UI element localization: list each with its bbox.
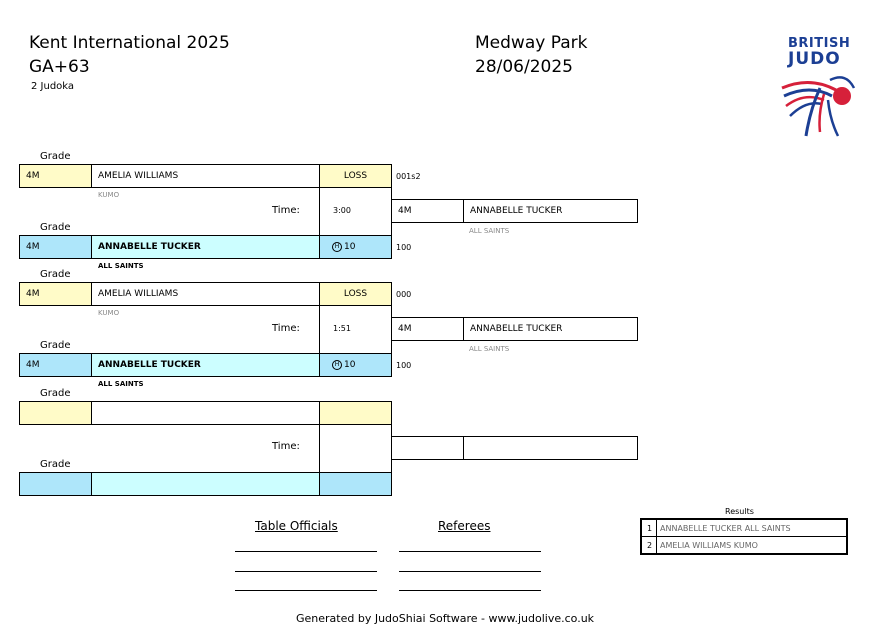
- category-title: GA+63: [29, 57, 90, 77]
- grade-label: Grade: [40, 340, 71, 351]
- footer-credit: Generated by JudoShiai Software - www.judolive.co.uk: [296, 612, 595, 625]
- white-score: 001s2: [396, 172, 421, 181]
- blue-result-cell: [319, 472, 392, 496]
- signature-line: [399, 571, 541, 572]
- results-heading: Results: [725, 507, 754, 516]
- blue-competitor-name: ANNABELLE TUCKER: [91, 353, 320, 377]
- white-score: 000: [396, 290, 412, 299]
- hansoku-mark-icon: H: [332, 242, 342, 252]
- grade-label: Grade: [40, 151, 71, 162]
- bracket-line: [319, 425, 320, 472]
- blue-result-value: 10: [344, 360, 356, 370]
- white-club: KUMO: [98, 191, 120, 199]
- results-row: [642, 537, 846, 553]
- logo-text-british: BRITISH: [788, 36, 851, 51]
- winner-name-cell: ANNABELLE TUCKER: [463, 317, 638, 341]
- blue-club: ALL SAINTS: [98, 262, 144, 270]
- grade-label: Grade: [40, 269, 71, 280]
- bracket-line: [319, 188, 320, 235]
- blue-grade-cell: 4M: [19, 353, 92, 377]
- date-title: 28/06/2025: [475, 57, 573, 77]
- results-entry: AMELIA WILLIAMS KUMO: [660, 541, 758, 550]
- white-grade-cell: 4M: [19, 164, 92, 188]
- blue-result-cell: [319, 235, 392, 259]
- results-divider: [656, 520, 657, 537]
- white-grade-cell: [19, 401, 92, 425]
- time-label: Time:: [272, 441, 300, 452]
- winner-grade-cell: 4M: [391, 199, 464, 223]
- winner-club: ALL SAINTS: [469, 227, 510, 235]
- blue-competitor-name: [91, 472, 320, 496]
- tournament-title: Kent International 2025: [29, 33, 230, 53]
- logo-text-judo: JUDO: [788, 49, 841, 69]
- signature-line: [235, 590, 377, 591]
- white-result-cell: [319, 401, 392, 425]
- referees-heading: Referees: [438, 519, 491, 533]
- winner-grade-cell: [391, 436, 464, 460]
- grade-label: Grade: [40, 222, 71, 233]
- white-competitor-name: [91, 401, 320, 425]
- blue-result-value: 10: [344, 242, 356, 252]
- match-time: 3:00: [333, 206, 351, 215]
- blue-result-cell: [319, 353, 392, 377]
- winner-grade-cell: 4M: [391, 317, 464, 341]
- signature-line: [235, 551, 377, 552]
- table-officials-heading: Table Officials: [255, 519, 338, 533]
- signature-line: [399, 590, 541, 591]
- blue-club: ALL SAINTS: [98, 380, 144, 388]
- white-competitor-name: AMELIA WILLIAMS: [91, 282, 320, 306]
- white-grade-cell: 4M: [19, 282, 92, 306]
- time-label: Time:: [272, 205, 300, 216]
- grade-label: Grade: [40, 388, 71, 399]
- winner-name-cell: [463, 436, 638, 460]
- results-place: 2: [647, 541, 653, 550]
- match-time: 1:51: [333, 324, 351, 333]
- white-result-cell: LOSS: [319, 282, 392, 306]
- winner-name-cell: ANNABELLE TUCKER: [463, 199, 638, 223]
- blue-grade-cell: [19, 472, 92, 496]
- british-judo-logo: [778, 34, 858, 142]
- grade-label: Grade: [40, 459, 71, 470]
- blue-score: 100: [396, 361, 412, 370]
- judoka-figure-icon: [780, 70, 860, 140]
- blue-competitor-name: ANNABELLE TUCKER: [91, 235, 320, 259]
- results-table: [640, 518, 848, 555]
- blue-grade-cell: 4M: [19, 235, 92, 259]
- results-row: [642, 520, 846, 537]
- white-competitor-name: AMELIA WILLIAMS: [91, 164, 320, 188]
- time-label: Time:: [272, 323, 300, 334]
- bracket-line: [319, 306, 320, 353]
- signature-line: [399, 551, 541, 552]
- results-divider: [656, 537, 657, 553]
- white-club: KUMO: [98, 309, 120, 317]
- results-entry: ANNABELLE TUCKER ALL SAINTS: [660, 524, 791, 533]
- hansoku-mark-icon: H: [332, 360, 342, 370]
- white-result-cell: LOSS: [319, 164, 392, 188]
- blue-score: 100: [396, 243, 412, 252]
- judoka-count: 2 Judoka: [31, 81, 75, 92]
- venue-title: Medway Park: [475, 33, 588, 53]
- signature-line: [235, 571, 377, 572]
- results-place: 1: [647, 524, 653, 533]
- winner-club: ALL SAINTS: [469, 345, 510, 353]
